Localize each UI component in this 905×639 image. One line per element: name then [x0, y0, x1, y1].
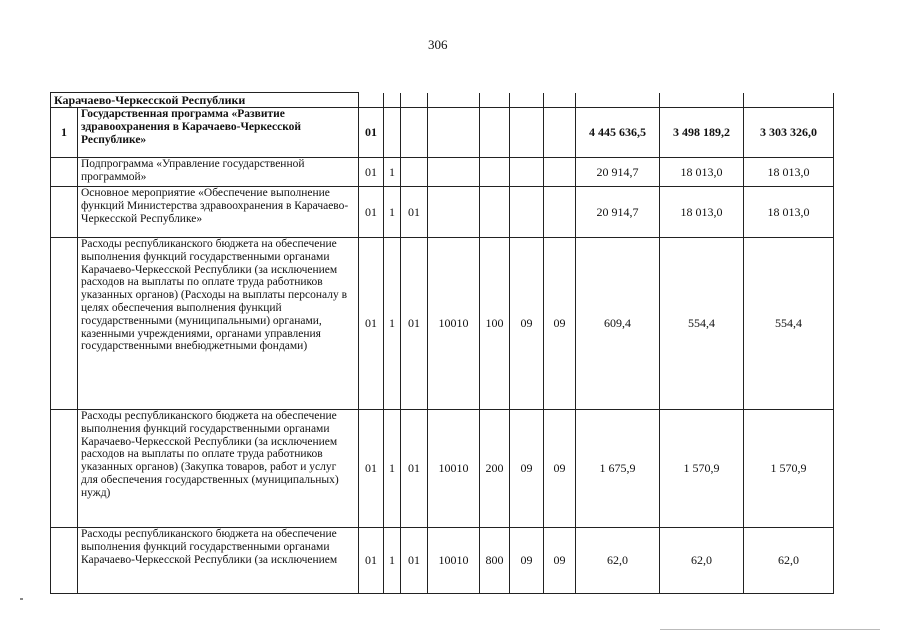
code-rz: [510, 187, 544, 238]
code-rz: [510, 158, 544, 187]
code-rz: [510, 108, 544, 158]
amount-year-1: 20 914,7: [576, 158, 660, 187]
budget-table: [50, 92, 834, 594]
code-pr: 09: [544, 410, 576, 528]
amount-year-2: 18 013,0: [660, 158, 744, 187]
code-om: 01: [401, 528, 428, 594]
amount-year-1: 4 445 636,5: [576, 108, 660, 158]
table-row: [51, 187, 834, 238]
row-name: Расходы республиканского бюджета на обеспечение выполнения функций государственными органами Карачаево-Черкесской Республики (за исключением: [78, 528, 359, 594]
code-vr: 200: [480, 410, 510, 528]
row-number: [51, 528, 78, 594]
code-gp: 01: [359, 238, 384, 410]
code-pp: [384, 108, 401, 158]
row-name: Расходы республиканского бюджета на обеспечение выполнения функций государственными органами Карачаево-Черкесской Республики (за исключением расходов на выплаты по оплате труда работников указанных органов) (Расходы на выплаты персоналу в целях обеспечения выполнения функций государственными (муниципальными) органами, казенными учреждениями, органами управления государственными внебюджетными фондами): [78, 238, 359, 410]
amount-year-1: 20 914,7: [576, 187, 660, 238]
code-om: 01: [401, 187, 428, 238]
code-pp: 1: [384, 528, 401, 594]
scan-speck: [660, 629, 880, 630]
table-row: [51, 108, 834, 158]
code-pr: [544, 158, 576, 187]
scan-speck: [20, 598, 23, 600]
code-dir: 10010: [428, 238, 480, 410]
code-dir: 10010: [428, 528, 480, 594]
code-pr: 09: [544, 238, 576, 410]
amount-year-3: 18 013,0: [744, 187, 834, 238]
page-number: 306: [428, 37, 448, 52]
amount-year-3: 18 013,0: [744, 158, 834, 187]
amount-year-2: 3 498 189,2: [660, 108, 744, 158]
amount-year-3: 1 570,9: [744, 410, 834, 528]
row-name: Расходы республиканского бюджета на обеспечение выполнения функций государственными органами Карачаево-Черкесской Республики (за исключением расходов на выплаты по оплате труда работников указанных органов) (Закупка товаров, работ и услуг для обеспечения государственных (муниципальных) нужд): [78, 410, 359, 528]
row-number: [51, 410, 78, 528]
code-dir: 10010: [428, 410, 480, 528]
code-pr: [544, 187, 576, 238]
row-name: Основное мероприятие «Обеспечение выполнение функций Министерства здравоохранения в Карачаево-Черкесской Республике»: [78, 187, 359, 238]
code-vr: 100: [480, 238, 510, 410]
code-dir: [428, 158, 480, 187]
amount-year-2: 1 570,9: [660, 410, 744, 528]
row-number: [51, 187, 78, 238]
code-dir: [428, 187, 480, 238]
amount-year-2: 62,0: [660, 528, 744, 594]
code-gp: 01: [359, 528, 384, 594]
amount-year-3: 62,0: [744, 528, 834, 594]
region-header-row: [51, 93, 834, 108]
code-pp: 1: [384, 158, 401, 187]
table-row: [51, 528, 834, 594]
row-number: [51, 238, 78, 410]
code-rz: 09: [510, 410, 544, 528]
row-name: Государственная программа «Развитие здравоохранения в Карачаево-Черкесской Республике»: [78, 108, 359, 158]
code-rz: 09: [510, 528, 544, 594]
code-gp: 01: [359, 187, 384, 238]
row-name: Подпрограмма «Управление государственной программой»: [78, 158, 359, 187]
amount-year-1: 609,4: [576, 238, 660, 410]
amount-year-1: 1 675,9: [576, 410, 660, 528]
code-gp: 01: [359, 108, 384, 158]
table-row: [51, 238, 834, 410]
amount-year-3: 554,4: [744, 238, 834, 410]
code-rz: 09: [510, 238, 544, 410]
code-om: [401, 108, 428, 158]
code-om: [401, 158, 428, 187]
row-number: 1: [51, 108, 78, 158]
code-pr: 09: [544, 528, 576, 594]
code-dir: [428, 108, 480, 158]
table-row: [51, 158, 834, 187]
code-om: 01: [401, 238, 428, 410]
code-vr: 800: [480, 528, 510, 594]
code-pp: 1: [384, 410, 401, 528]
code-vr: [480, 158, 510, 187]
code-om: 01: [401, 410, 428, 528]
code-pr: [544, 108, 576, 158]
amount-year-1: 62,0: [576, 528, 660, 594]
region-header: Карачаево-Черкесской Республики: [51, 93, 359, 108]
row-number: [51, 158, 78, 187]
code-vr: [480, 108, 510, 158]
amount-year-2: 18 013,0: [660, 187, 744, 238]
code-pp: 1: [384, 187, 401, 238]
code-vr: [480, 187, 510, 238]
code-gp: 01: [359, 158, 384, 187]
code-gp: 01: [359, 410, 384, 528]
code-pp: 1: [384, 238, 401, 410]
amount-year-2: 554,4: [660, 238, 744, 410]
amount-year-3: 3 303 326,0: [744, 108, 834, 158]
table-row: [51, 410, 834, 528]
